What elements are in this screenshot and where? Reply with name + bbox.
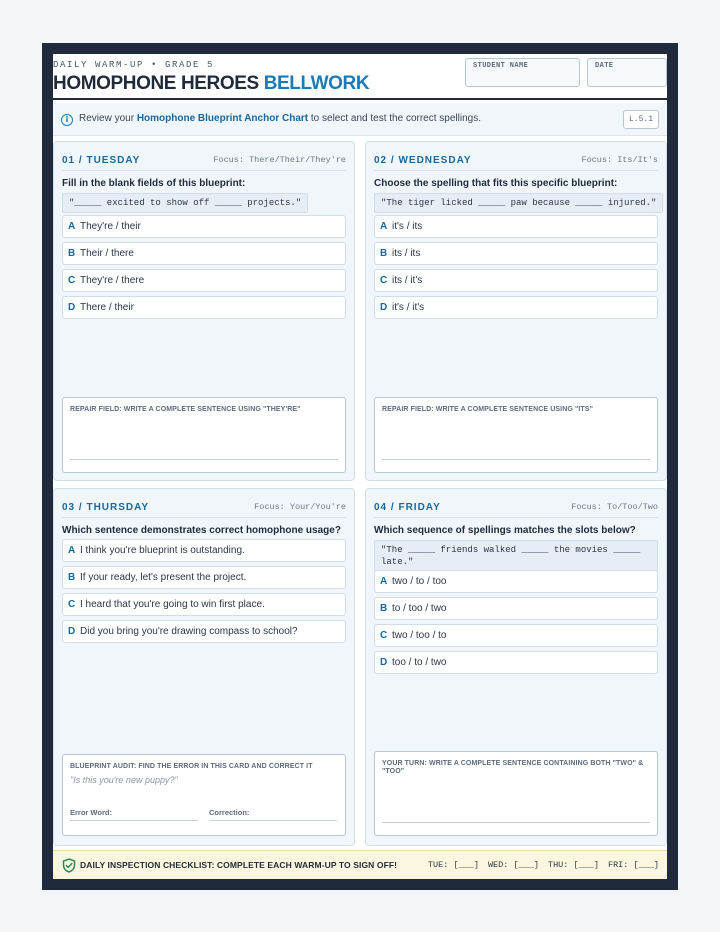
option-d[interactable]	[374, 651, 658, 674]
card-day: 03 / THURSDAY	[62, 502, 150, 513]
option-text: Their / there	[80, 248, 134, 259]
signoff-fri[interactable]: FRI: [___]	[607, 860, 659, 870]
option-text: its / its	[392, 248, 421, 259]
option-letter: A	[68, 221, 76, 232]
card-day: 04 / FRIDAY	[374, 502, 441, 513]
option-letter: D	[380, 302, 388, 313]
card-focus: Focus: To/Too/Two	[571, 502, 658, 512]
option-letter: C	[68, 599, 76, 610]
option-letter: B	[68, 572, 76, 583]
card-prompt: Which sentence demonstrates correct homophone usage?	[62, 525, 341, 536]
option-c[interactable]	[62, 269, 346, 292]
signoff-thu[interactable]: THU: [___]	[547, 860, 599, 870]
card-prompt: Fill in the blank fields of this blueprint:	[62, 178, 246, 189]
your-turn-field[interactable]	[374, 751, 658, 836]
student-name-field[interactable]	[465, 58, 580, 87]
option-a[interactable]	[62, 215, 346, 238]
error-word-line[interactable]	[70, 820, 198, 821]
option-text: They're / there	[80, 275, 145, 286]
answer-options	[62, 215, 346, 323]
page-title	[53, 73, 369, 95]
info-text	[79, 113, 481, 124]
option-b[interactable]	[374, 242, 658, 265]
option-letter: B	[380, 248, 388, 259]
option-letter: C	[380, 275, 388, 286]
card-header	[62, 151, 346, 171]
correction-line[interactable]	[209, 820, 337, 821]
card-header	[374, 151, 658, 171]
option-letter: A	[380, 221, 388, 232]
option-text: They're / their	[80, 221, 141, 232]
card-header	[374, 498, 658, 518]
audit-field[interactable]	[62, 754, 346, 836]
option-text: its / it's	[392, 275, 423, 286]
option-c[interactable]	[374, 269, 658, 292]
correction-label: Correction:	[209, 808, 250, 817]
card-thursday	[53, 488, 355, 846]
option-text: two / too / to	[392, 630, 447, 641]
writing-line	[70, 459, 338, 460]
answer-options	[62, 539, 346, 647]
title-main: HOMOPHONE HEROES	[53, 73, 259, 94]
option-text: I heard that you're going to win first place.	[80, 599, 265, 610]
page-frame	[42, 43, 678, 890]
info-circle-icon: i	[61, 114, 73, 126]
info-pre: Review your	[79, 113, 135, 124]
option-c[interactable]	[374, 624, 658, 647]
checklist-text: DAILY INSPECTION CHECKLIST: COMPLETE EACH WARM-UP TO SIGN OFF!	[80, 860, 398, 870]
blueprint-sentence: "_____ excited to show off _____ projects."	[62, 193, 308, 213]
blueprint-sentence: "The tiger licked _____ paw because _____ injured."	[374, 193, 663, 213]
blueprint-sentence: "The _____ friends walked _____ the movies _____ late."	[374, 540, 658, 572]
card-day: 02 / WEDNESDAY	[374, 155, 472, 166]
repair-field[interactable]	[62, 397, 346, 473]
audit-label: BLUEPRINT AUDIT: FIND THE ERROR IN THIS CARD AND CORRECT IT	[70, 763, 313, 770]
card-prompt: Which sequence of spellings matches the slots below?	[374, 525, 636, 536]
option-text: Did you bring you're drawing compass to school?	[80, 626, 298, 637]
option-letter: A	[380, 576, 388, 587]
card-focus: Focus: Your/You're	[254, 502, 346, 512]
option-c[interactable]	[62, 593, 346, 616]
answer-options	[374, 570, 658, 678]
option-text: it's / it's	[392, 302, 425, 313]
card-prompt: Choose the spelling that fits this specific blueprint:	[374, 178, 618, 189]
option-a[interactable]	[374, 215, 658, 238]
worksheet	[53, 54, 667, 878]
answer-options	[374, 215, 658, 323]
option-b[interactable]	[62, 242, 346, 265]
standard-badge: L.5.1	[623, 110, 659, 129]
option-letter: A	[68, 545, 76, 556]
option-text: If your ready, let's present the project.	[80, 572, 247, 583]
option-a[interactable]	[62, 539, 346, 562]
option-letter: C	[68, 275, 76, 286]
card-header	[62, 498, 346, 518]
option-letter: B	[68, 248, 76, 259]
option-a[interactable]	[374, 570, 658, 593]
option-letter: D	[68, 626, 76, 637]
writing-line	[382, 822, 650, 823]
card-wednesday	[365, 141, 667, 481]
option-b[interactable]	[374, 597, 658, 620]
shield-check-icon	[62, 858, 76, 873]
checklist-footer	[53, 850, 667, 879]
option-text: too / to / two	[392, 657, 447, 668]
date-label: DATE	[595, 62, 614, 70]
card-focus: Focus: There/Their/They're	[213, 155, 346, 165]
day-signoffs	[419, 860, 659, 870]
anchor-chart-link: Homophone Blueprint Anchor Chart	[136, 113, 309, 124]
title-accent: BELLWORK	[263, 73, 370, 94]
card-friday	[365, 488, 667, 846]
your-turn-label: YOUR TURN: WRITE A COMPLETE SENTENCE CONTAINING BOTH "TWO" & "TOO"	[382, 760, 644, 775]
option-d[interactable]	[374, 296, 658, 319]
header	[53, 54, 667, 100]
option-b[interactable]	[62, 566, 346, 589]
option-text: two / to / too	[392, 576, 447, 587]
option-letter: B	[380, 603, 388, 614]
option-letter: D	[68, 302, 76, 313]
info-post: to select and test the correct spellings.	[310, 113, 481, 124]
repair-label: REPAIR FIELD: WRITE A COMPLETE SENTENCE USING "THEY'RE"	[70, 406, 301, 413]
option-text: to / too / two	[392, 603, 447, 614]
writing-line	[382, 459, 650, 460]
repair-label: REPAIR FIELD: WRITE A COMPLETE SENTENCE USING "ITS"	[382, 406, 593, 413]
student-name-label: STUDENT NAME	[473, 62, 529, 70]
option-d[interactable]	[62, 296, 346, 319]
audit-example: "Is this you're new puppy?"	[70, 775, 178, 785]
option-text: I think you're blueprint is outstanding.	[80, 545, 245, 556]
card-focus: Focus: Its/It's	[581, 155, 658, 165]
error-word-label: Error Word:	[70, 808, 112, 817]
kicker: DAILY WARM-UP • GRADE 5	[53, 60, 215, 70]
date-field[interactable]	[587, 58, 667, 87]
signoff-wed[interactable]: WED: [___]	[487, 860, 539, 870]
option-d[interactable]	[62, 620, 346, 643]
option-text: There / their	[80, 302, 134, 313]
option-letter: D	[380, 657, 388, 668]
option-text: it's / its	[392, 221, 423, 232]
card-tuesday	[53, 141, 355, 481]
signoff-tue[interactable]: TUE: [___]	[427, 860, 479, 870]
repair-field[interactable]	[374, 397, 658, 473]
card-day: 01 / TUESDAY	[62, 155, 141, 166]
option-letter: C	[380, 630, 388, 641]
info-bar	[53, 103, 667, 136]
